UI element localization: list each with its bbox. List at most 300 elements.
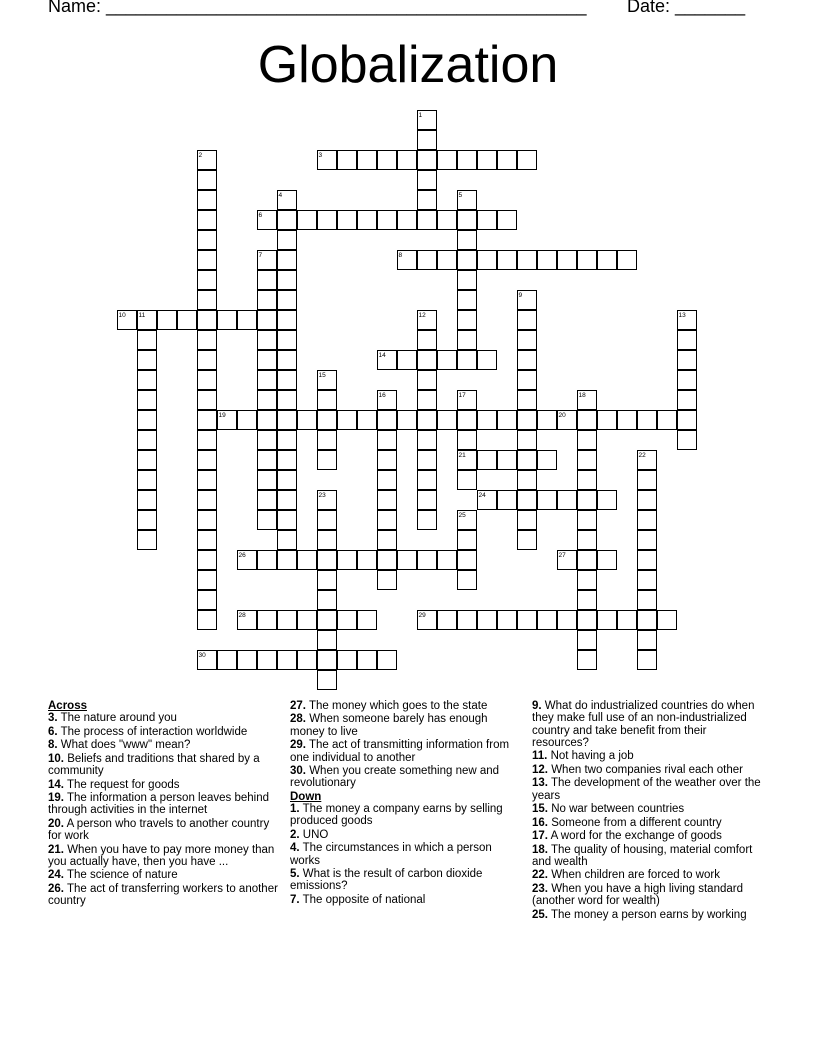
grid-cell[interactable] bbox=[297, 650, 317, 670]
grid-cell[interactable] bbox=[237, 310, 257, 330]
grid-cell[interactable] bbox=[537, 490, 557, 510]
grid-cell[interactable] bbox=[197, 450, 217, 470]
grid-cell[interactable] bbox=[417, 430, 437, 450]
grid-cell[interactable] bbox=[257, 210, 277, 230]
clue-number: 28. bbox=[290, 713, 306, 726]
grid-cell[interactable] bbox=[197, 350, 217, 370]
grid-cell[interactable] bbox=[317, 510, 337, 530]
grid-cell[interactable] bbox=[457, 530, 477, 550]
grid-cell[interactable] bbox=[417, 370, 437, 390]
grid-cell[interactable] bbox=[197, 650, 217, 670]
grid-cell[interactable] bbox=[497, 210, 517, 230]
grid-cell[interactable] bbox=[457, 250, 477, 270]
grid-cell[interactable] bbox=[517, 610, 537, 630]
grid-cell[interactable] bbox=[557, 490, 577, 510]
clue-item bbox=[532, 844, 764, 869]
grid-cell[interactable] bbox=[357, 550, 377, 570]
grid-cell[interactable] bbox=[417, 330, 437, 350]
grid-cell[interactable] bbox=[417, 110, 437, 130]
grid-cell[interactable] bbox=[457, 450, 477, 470]
grid-cell[interactable] bbox=[377, 490, 397, 510]
grid-cell[interactable] bbox=[277, 470, 297, 490]
grid-cell[interactable] bbox=[397, 210, 417, 230]
grid-cell[interactable] bbox=[397, 350, 417, 370]
grid-cell[interactable] bbox=[437, 610, 457, 630]
grid-cell[interactable] bbox=[677, 430, 697, 450]
grid-cell[interactable] bbox=[317, 610, 337, 630]
grid-cell[interactable] bbox=[197, 290, 217, 310]
grid-cell[interactable] bbox=[197, 230, 217, 250]
grid-cell[interactable] bbox=[377, 210, 397, 230]
grid-cell[interactable] bbox=[537, 450, 557, 470]
grid-cell[interactable] bbox=[517, 150, 537, 170]
grid-cell[interactable] bbox=[317, 530, 337, 550]
grid-cell[interactable] bbox=[197, 550, 217, 570]
grid-cell[interactable] bbox=[317, 650, 337, 670]
grid-cell[interactable] bbox=[137, 390, 157, 410]
grid-cell[interactable] bbox=[577, 490, 597, 510]
grid-cell[interactable] bbox=[517, 450, 537, 470]
grid-cell[interactable] bbox=[577, 510, 597, 530]
grid-cell[interactable] bbox=[517, 470, 537, 490]
grid-cell[interactable] bbox=[517, 430, 537, 450]
grid-cell[interactable] bbox=[637, 630, 657, 650]
grid-cell[interactable] bbox=[317, 210, 337, 230]
grid-cell[interactable] bbox=[137, 530, 157, 550]
grid-cell[interactable] bbox=[477, 610, 497, 630]
grid-cell[interactable] bbox=[277, 610, 297, 630]
grid-cell[interactable] bbox=[417, 410, 437, 430]
clue-text: When you have to pay more money than you actually have, then you have ... bbox=[48, 843, 275, 868]
grid-cell[interactable] bbox=[397, 550, 417, 570]
grid-cell[interactable] bbox=[517, 330, 537, 350]
grid-cell[interactable] bbox=[457, 390, 477, 410]
grid-cell[interactable] bbox=[277, 390, 297, 410]
grid-cell[interactable] bbox=[637, 490, 657, 510]
grid-cell[interactable] bbox=[617, 410, 637, 430]
grid-cell[interactable] bbox=[257, 650, 277, 670]
grid-cell[interactable] bbox=[137, 430, 157, 450]
grid-cell[interactable] bbox=[137, 370, 157, 390]
grid-cell[interactable] bbox=[197, 410, 217, 430]
grid-cell[interactable] bbox=[257, 410, 277, 430]
grid-cell[interactable] bbox=[597, 550, 617, 570]
grid-cell[interactable] bbox=[417, 450, 437, 470]
clue-text: When two companies rival each other bbox=[551, 763, 743, 776]
grid-cell[interactable] bbox=[457, 270, 477, 290]
grid-cell[interactable] bbox=[637, 650, 657, 670]
grid-cell[interactable] bbox=[377, 530, 397, 550]
grid-cell[interactable] bbox=[357, 650, 377, 670]
grid-cell[interactable] bbox=[277, 510, 297, 530]
grid-cell[interactable] bbox=[377, 150, 397, 170]
grid-cell[interactable] bbox=[257, 250, 277, 270]
grid-cell[interactable] bbox=[657, 410, 677, 430]
clue-item bbox=[532, 764, 764, 776]
grid-cell[interactable] bbox=[277, 190, 297, 210]
grid-cell[interactable] bbox=[197, 150, 217, 170]
grid-cell[interactable] bbox=[277, 650, 297, 670]
grid-cell[interactable] bbox=[677, 370, 697, 390]
grid-cell[interactable] bbox=[637, 410, 657, 430]
grid-cell[interactable] bbox=[417, 350, 437, 370]
grid-cell[interactable] bbox=[677, 390, 697, 410]
grid-cell[interactable] bbox=[297, 610, 317, 630]
grid-cell[interactable] bbox=[377, 570, 397, 590]
grid-cell[interactable] bbox=[517, 250, 537, 270]
grid-cell[interactable] bbox=[677, 410, 697, 430]
grid-cell[interactable] bbox=[437, 350, 457, 370]
grid-cell[interactable] bbox=[377, 350, 397, 370]
grid-cell[interactable] bbox=[457, 290, 477, 310]
grid-cell[interactable] bbox=[197, 310, 217, 330]
grid-cell[interactable] bbox=[417, 130, 437, 150]
grid-cell[interactable] bbox=[577, 590, 597, 610]
grid-cell[interactable] bbox=[317, 390, 337, 410]
grid-cell[interactable] bbox=[577, 610, 597, 630]
grid-cell[interactable] bbox=[377, 470, 397, 490]
grid-cell[interactable] bbox=[537, 410, 557, 430]
grid-cell[interactable] bbox=[637, 510, 657, 530]
grid-cell[interactable] bbox=[477, 450, 497, 470]
grid-cell[interactable] bbox=[277, 370, 297, 390]
grid-cell[interactable] bbox=[477, 350, 497, 370]
grid-cell[interactable] bbox=[277, 430, 297, 450]
grid-cell[interactable] bbox=[577, 570, 597, 590]
grid-cell[interactable] bbox=[517, 370, 537, 390]
grid-cell[interactable] bbox=[577, 530, 597, 550]
grid-cell[interactable] bbox=[317, 670, 337, 690]
grid-cell[interactable] bbox=[297, 210, 317, 230]
grid-cell[interactable] bbox=[417, 210, 437, 230]
across-clue-list-continued bbox=[290, 700, 522, 790]
grid-cell[interactable] bbox=[277, 530, 297, 550]
grid-cell[interactable] bbox=[577, 390, 597, 410]
grid-cell[interactable] bbox=[257, 310, 277, 330]
grid-cell[interactable] bbox=[557, 550, 577, 570]
grid-cell[interactable] bbox=[257, 450, 277, 470]
grid-cell[interactable] bbox=[417, 610, 437, 630]
grid-cell[interactable] bbox=[337, 650, 357, 670]
grid-cell[interactable] bbox=[677, 350, 697, 370]
grid-cell[interactable] bbox=[577, 630, 597, 650]
grid-cell[interactable] bbox=[417, 170, 437, 190]
grid-cell[interactable] bbox=[137, 330, 157, 350]
grid-cell[interactable] bbox=[457, 470, 477, 490]
grid-cell[interactable] bbox=[197, 610, 217, 630]
grid-cell[interactable] bbox=[457, 550, 477, 570]
grid-cell[interactable] bbox=[317, 410, 337, 430]
grid-cell[interactable] bbox=[457, 570, 477, 590]
grid-cell[interactable] bbox=[477, 490, 497, 510]
clue-text: The opposite of national bbox=[302, 893, 426, 906]
grid-cell[interactable] bbox=[277, 350, 297, 370]
grid-cell[interactable] bbox=[277, 410, 297, 430]
clue-number: 2. bbox=[290, 828, 300, 841]
grid-cell[interactable] bbox=[337, 550, 357, 570]
grid-cell[interactable] bbox=[197, 490, 217, 510]
grid-cell[interactable] bbox=[217, 650, 237, 670]
grid-cell[interactable] bbox=[637, 610, 657, 630]
grid-cell[interactable] bbox=[417, 310, 437, 330]
grid-cell[interactable] bbox=[277, 330, 297, 350]
grid-cell[interactable] bbox=[197, 530, 217, 550]
clue-number: 4. bbox=[290, 842, 300, 855]
grid-cell[interactable] bbox=[417, 470, 437, 490]
grid-cell[interactable] bbox=[437, 150, 457, 170]
clue-number: 19. bbox=[48, 792, 64, 805]
clue-text: UNO bbox=[302, 828, 329, 841]
grid-cell[interactable] bbox=[197, 590, 217, 610]
grid-cell[interactable] bbox=[317, 430, 337, 450]
grid-cell[interactable] bbox=[577, 650, 597, 670]
grid-cell[interactable] bbox=[597, 610, 617, 630]
grid-cell[interactable] bbox=[197, 330, 217, 350]
grid-cell[interactable] bbox=[457, 610, 477, 630]
grid-cell[interactable] bbox=[137, 490, 157, 510]
grid-cell[interactable] bbox=[317, 150, 337, 170]
grid-cell[interactable] bbox=[257, 490, 277, 510]
grid-cell[interactable] bbox=[657, 610, 677, 630]
grid-cell[interactable] bbox=[537, 610, 557, 630]
down-heading: Down bbox=[290, 790, 322, 803]
grid-cell[interactable] bbox=[517, 490, 537, 510]
grid-cell[interactable] bbox=[477, 410, 497, 430]
grid-cell[interactable] bbox=[417, 190, 437, 210]
grid-cell[interactable] bbox=[597, 250, 617, 270]
grid-cell[interactable] bbox=[597, 490, 617, 510]
grid-cell[interactable] bbox=[417, 390, 437, 410]
grid-cell[interactable] bbox=[257, 390, 277, 410]
grid-cell[interactable] bbox=[497, 610, 517, 630]
grid-cell[interactable] bbox=[337, 210, 357, 230]
grid-cell[interactable] bbox=[457, 190, 477, 210]
grid-cell[interactable] bbox=[257, 270, 277, 290]
grid-cell[interactable] bbox=[577, 250, 597, 270]
grid-cell[interactable] bbox=[577, 470, 597, 490]
grid-cell[interactable] bbox=[217, 310, 237, 330]
grid-cell[interactable] bbox=[437, 410, 457, 430]
clue-text: What does "www" mean? bbox=[60, 739, 191, 752]
grid-cell[interactable] bbox=[457, 210, 477, 230]
grid-cell[interactable] bbox=[437, 550, 457, 570]
grid-cell[interactable] bbox=[257, 290, 277, 310]
grid-cell[interactable] bbox=[457, 410, 477, 430]
cell-number: 2 bbox=[198, 151, 203, 159]
grid-cell[interactable] bbox=[137, 350, 157, 370]
grid-cell[interactable] bbox=[317, 490, 337, 510]
grid-cell[interactable] bbox=[197, 390, 217, 410]
grid-cell[interactable] bbox=[197, 210, 217, 230]
grid-cell[interactable] bbox=[417, 510, 437, 530]
grid-cell[interactable] bbox=[177, 310, 197, 330]
grid-cell[interactable] bbox=[477, 210, 497, 230]
grid-cell[interactable] bbox=[137, 450, 157, 470]
clue-number: 14. bbox=[48, 778, 64, 791]
grid-cell[interactable] bbox=[257, 510, 277, 530]
grid-cell[interactable] bbox=[457, 510, 477, 530]
grid-cell[interactable] bbox=[197, 430, 217, 450]
grid-cell[interactable] bbox=[317, 630, 337, 650]
grid-cell[interactable] bbox=[277, 230, 297, 250]
name-field-label[interactable]: Name: ________________________________________________ bbox=[48, 0, 587, 16]
grid-cell[interactable] bbox=[197, 570, 217, 590]
grid-cell[interactable] bbox=[437, 250, 457, 270]
grid-cell[interactable] bbox=[197, 270, 217, 290]
grid-cell[interactable] bbox=[237, 550, 257, 570]
grid-cell[interactable] bbox=[217, 410, 237, 430]
grid-cell[interactable] bbox=[397, 150, 417, 170]
grid-cell[interactable] bbox=[137, 310, 157, 330]
grid-cell[interactable] bbox=[277, 310, 297, 330]
grid-cell[interactable] bbox=[197, 510, 217, 530]
grid-cell[interactable] bbox=[377, 450, 397, 470]
grid-cell[interactable] bbox=[197, 370, 217, 390]
grid-cell[interactable] bbox=[457, 350, 477, 370]
grid-cell[interactable] bbox=[337, 610, 357, 630]
grid-cell[interactable] bbox=[617, 610, 637, 630]
grid-cell[interactable] bbox=[437, 210, 457, 230]
grid-cell[interactable] bbox=[477, 250, 497, 270]
grid-cell[interactable] bbox=[277, 490, 297, 510]
cell-number: 6 bbox=[258, 211, 263, 219]
grid-cell[interactable] bbox=[537, 250, 557, 270]
grid-cell[interactable] bbox=[677, 310, 697, 330]
grid-cell[interactable] bbox=[197, 250, 217, 270]
date-field-label[interactable]: Date: _______ bbox=[627, 0, 746, 16]
grid-cell[interactable] bbox=[517, 510, 537, 530]
grid-cell[interactable] bbox=[157, 310, 177, 330]
grid-cell[interactable] bbox=[237, 410, 257, 430]
grid-cell[interactable] bbox=[137, 470, 157, 490]
grid-cell[interactable] bbox=[637, 550, 657, 570]
grid-cell[interactable] bbox=[317, 370, 337, 390]
grid-cell[interactable] bbox=[257, 330, 277, 350]
grid-cell[interactable] bbox=[317, 450, 337, 470]
grid-cell[interactable] bbox=[337, 150, 357, 170]
grid-cell[interactable] bbox=[137, 410, 157, 430]
grid-cell[interactable] bbox=[377, 510, 397, 530]
grid-cell[interactable] bbox=[297, 410, 317, 430]
grid-cell[interactable] bbox=[517, 310, 537, 330]
grid-cell[interactable] bbox=[317, 570, 337, 590]
grid-cell[interactable] bbox=[557, 610, 577, 630]
grid-cell[interactable] bbox=[417, 490, 437, 510]
grid-cell[interactable] bbox=[457, 310, 477, 330]
grid-cell[interactable] bbox=[577, 430, 597, 450]
grid-cell[interactable] bbox=[237, 610, 257, 630]
grid-cell[interactable] bbox=[637, 470, 657, 490]
grid-cell[interactable] bbox=[377, 430, 397, 450]
grid-cell[interactable] bbox=[497, 410, 517, 430]
grid-cell[interactable] bbox=[417, 150, 437, 170]
grid-cell[interactable] bbox=[417, 550, 437, 570]
grid-cell[interactable] bbox=[377, 650, 397, 670]
grid-cell[interactable] bbox=[197, 190, 217, 210]
clue-item bbox=[48, 844, 280, 869]
grid-cell[interactable] bbox=[557, 410, 577, 430]
grid-cell[interactable] bbox=[257, 430, 277, 450]
grid-cell[interactable] bbox=[357, 210, 377, 230]
grid-cell[interactable] bbox=[277, 250, 297, 270]
clue-number: 23. bbox=[532, 882, 548, 895]
clue-item bbox=[48, 779, 280, 791]
grid-cell[interactable] bbox=[277, 450, 297, 470]
grid-cell[interactable] bbox=[317, 550, 337, 570]
grid-cell[interactable] bbox=[577, 550, 597, 570]
grid-cell[interactable] bbox=[637, 450, 657, 470]
grid-cell[interactable] bbox=[517, 290, 537, 310]
grid-cell[interactable] bbox=[277, 270, 297, 290]
grid-cell[interactable] bbox=[637, 530, 657, 550]
grid-cell[interactable] bbox=[277, 550, 297, 570]
grid-cell[interactable] bbox=[377, 410, 397, 430]
grid-cell[interactable] bbox=[457, 150, 477, 170]
grid-cell[interactable] bbox=[477, 150, 497, 170]
grid-cell[interactable] bbox=[377, 390, 397, 410]
grid-cell[interactable] bbox=[517, 350, 537, 370]
grid-cell[interactable] bbox=[357, 410, 377, 430]
clue-number: 10. bbox=[48, 752, 64, 765]
clue-text: When children are forced to work bbox=[551, 869, 720, 882]
grid-cell[interactable] bbox=[497, 250, 517, 270]
grid-cell[interactable] bbox=[237, 650, 257, 670]
grid-cell[interactable] bbox=[117, 310, 137, 330]
grid-cell[interactable] bbox=[257, 610, 277, 630]
clue-item bbox=[290, 713, 522, 738]
grid-cell[interactable] bbox=[577, 450, 597, 470]
grid-cell[interactable] bbox=[457, 430, 477, 450]
grid-cell[interactable] bbox=[317, 590, 337, 610]
grid-cell[interactable] bbox=[257, 550, 277, 570]
grid-cell[interactable] bbox=[417, 250, 437, 270]
grid-cell[interactable] bbox=[377, 550, 397, 570]
grid-cell[interactable] bbox=[517, 390, 537, 410]
grid-cell[interactable] bbox=[617, 250, 637, 270]
grid-cell[interactable] bbox=[637, 590, 657, 610]
grid-cell[interactable] bbox=[677, 330, 697, 350]
grid-cell[interactable] bbox=[597, 410, 617, 430]
grid-cell[interactable] bbox=[277, 210, 297, 230]
clue-item bbox=[48, 869, 280, 881]
grid-cell[interactable] bbox=[297, 550, 317, 570]
grid-cell[interactable] bbox=[277, 290, 297, 310]
grid-cell[interactable] bbox=[517, 410, 537, 430]
grid-cell[interactable] bbox=[357, 610, 377, 630]
grid-cell[interactable] bbox=[637, 570, 657, 590]
grid-cell[interactable] bbox=[137, 510, 157, 530]
grid-cell[interactable] bbox=[337, 410, 357, 430]
grid-cell[interactable] bbox=[457, 330, 477, 350]
grid-cell[interactable] bbox=[257, 350, 277, 370]
grid-cell[interactable] bbox=[497, 490, 517, 510]
grid-cell[interactable] bbox=[497, 150, 517, 170]
grid-cell[interactable] bbox=[497, 450, 517, 470]
clue-text: Not having a job bbox=[550, 750, 634, 763]
grid-cell[interactable] bbox=[517, 530, 537, 550]
grid-cell[interactable] bbox=[197, 170, 217, 190]
clue-item bbox=[290, 765, 522, 790]
grid-cell[interactable] bbox=[397, 250, 417, 270]
grid-cell[interactable] bbox=[257, 470, 277, 490]
grid-cell[interactable] bbox=[257, 370, 277, 390]
grid-cell[interactable] bbox=[457, 230, 477, 250]
grid-cell[interactable] bbox=[577, 410, 597, 430]
grid-cell[interactable] bbox=[397, 410, 417, 430]
grid-cell[interactable] bbox=[357, 150, 377, 170]
grid-cell[interactable] bbox=[197, 470, 217, 490]
grid-cell[interactable] bbox=[557, 250, 577, 270]
